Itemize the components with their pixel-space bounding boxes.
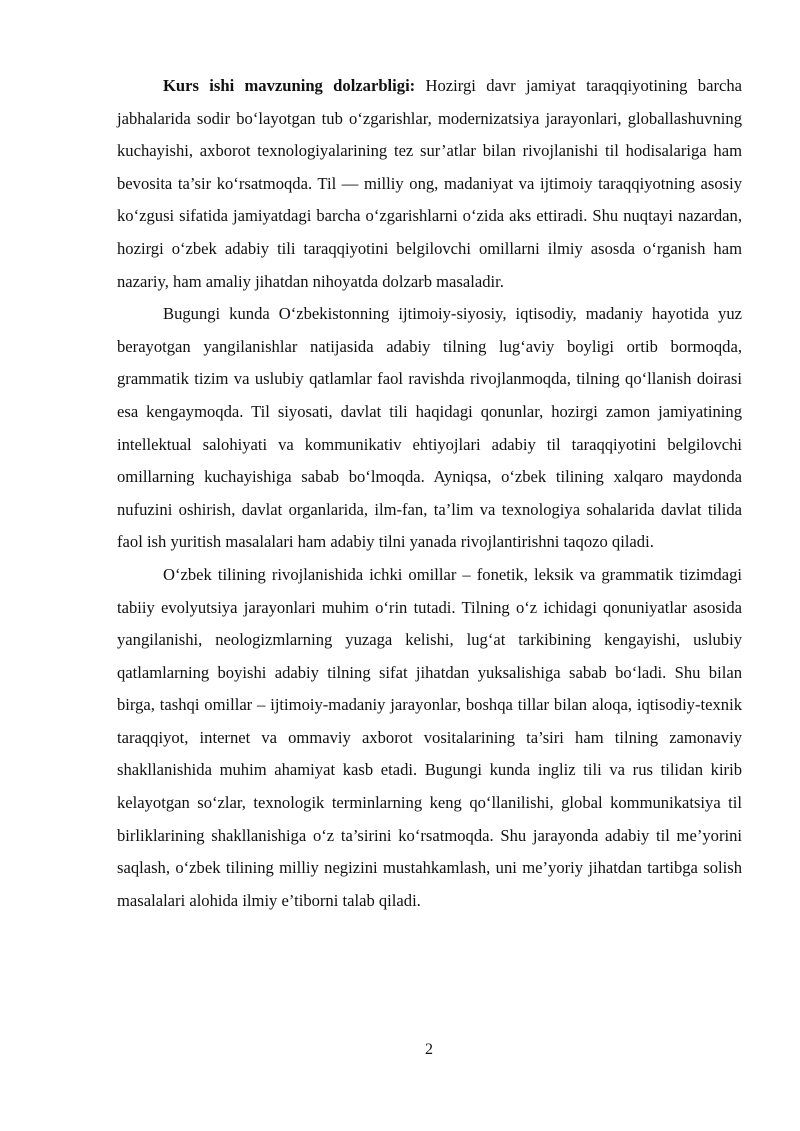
paragraph-relevance: [117, 70, 742, 298]
paragraph-factors: [117, 559, 742, 918]
document-page: [117, 70, 742, 917]
paragraph-text: O‘zbek tilining rivojlanishida ichki omillar – fonetik, leksik va grammatik tizimdagi tabiiy evolyutsiya jarayonlari muhim o‘rin tutadi. Tilning o‘z ichidagi qonuniyatlar asosida yangilanishi, neologizmlarning yuzaga kelishi, lug‘at tarkibining kengayishi, uslubiy qatlamlarning boyishi adabiy tilning sifat jihatdan yuksalishiga sabab bo‘ladi. Shu bilan birga, tashqi omillar – ijtimoiy-madaniy jarayonlar, boshqa tillar bilan aloqa, iqtisodiy-texnik taraqqiyot, internet va ommaviy axborot vositalarining ta’siri ham tilning zamonaviy shakllanishida muhim ahamiyat kasb etadi. Bugungi kunda ingliz tili va rus tilidan kirib kelayotgan so‘zlar, texnologik terminlarning keng qo‘llanilishi, global kommunikatsiya til birliklarining shakllanishiga o‘z ta’sirini ko‘rsatmoqda. Shu jarayonda adabiy til me’yorini saqlash, o‘zbek tilining milliy negizini mustahkamlash, uni me’yoriy jihatdan tartibga solish masalalari alohida ilmiy e’tiborni talab qiladi.: [117, 564, 742, 910]
paragraph-lead-heading: Kurs ishi mavzuning dolzarbligi:: [163, 76, 416, 95]
page-number: 2: [425, 1041, 433, 1058]
paragraph-text: Hozirgi davr jamiyat taraqqiyotining barcha jabhalarida sodir bo‘layotgan tub o‘zgarishlar, modernizatsiya jarayonlari, globallashuvning kuchayishi, axborot texnologiyalarining tez sur’atlar bilan rivojlanishi til hodisalariga ham bevosita ta’sir ko‘rsatmoqda. Til — milliy ong, madaniyat va ijtimoiy taraqqiyotning asosiy ko‘zgusi sifatida jamiyatdagi barcha o‘zgarishlarni o‘zida aks ettiradi. Shu nuqtayi nazardan, hozirgi o‘zbek adabiy tili taraqqiyotini belgilovchi omillarni ilmiy asosda o‘rganish ham nazariy, ham amaliy jihatdan nihoyatda dolzarb masaladir.: [117, 76, 743, 291]
paragraph-renewal: [117, 298, 742, 559]
paragraph-text: Bugungi kunda O‘zbekistonning ijtimoiy-siyosiy, iqtisodiy, madaniy hayotida yuz berayotgan yangilanishlar natijasida adabiy tilning lug‘aviy boyligi ortib bormoqda, grammatik tizim va uslubiy qatlamlar faol ravishda rivojlanmoqda, tilning qo‘llanish doirasi esa kengaymoqda. Til siyosati, davlat tili haqidagi qonunlar, hozirgi zamon jamiyatining intellektual salohiyati va kommunikativ ehtiyojlari adabiy til taraqqiyotini belgilovchi omillarning kuchayishiga sabab bo‘lmoqda. Ayniqsa, o‘zbek tilining xalqaro maydonda nufuzini oshirish, davlat organlarida, ilm-fan, ta’lim va texnologiya sohalarida davlat tilida faol ish yuritish masalalari ham adabiy tilni yanada rivojlantirishni taqozo qiladi.: [117, 304, 742, 552]
